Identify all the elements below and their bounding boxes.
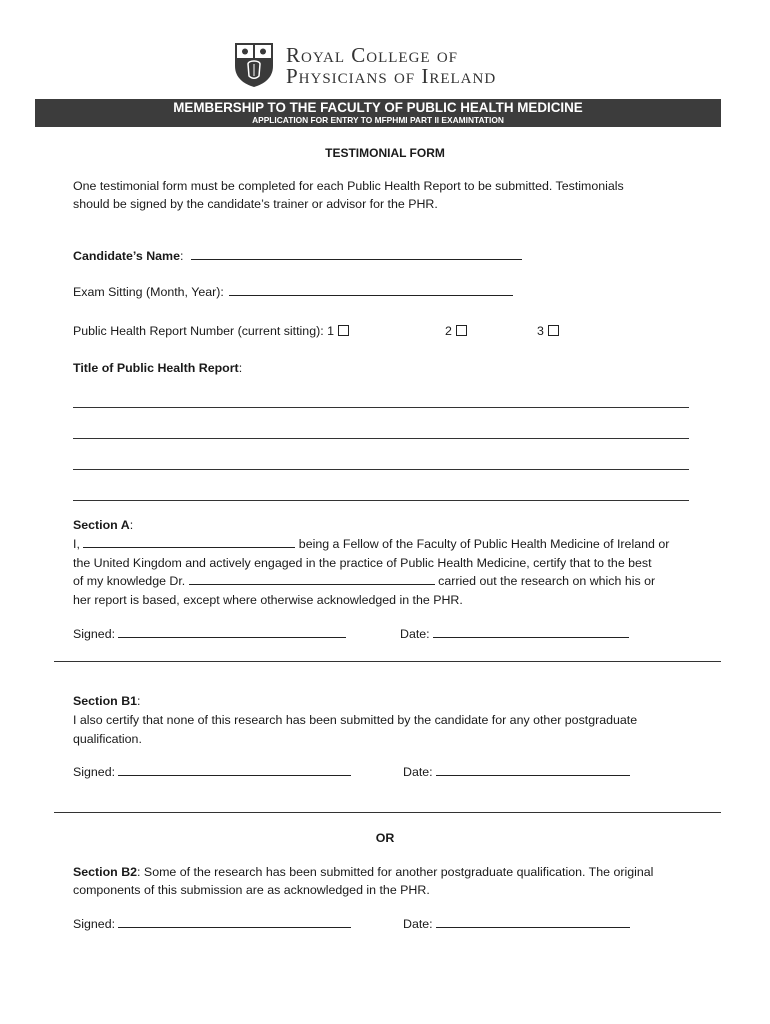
phr-title-line-3[interactable] [73,469,689,470]
section-a-date-row [400,625,629,643]
exam-sitting-label: Exam Sitting (Month, Year): [73,285,224,299]
candidate-name-label: Candidate’s Name [73,249,180,263]
phr-option-3-label: 3 [537,324,544,338]
exam-sitting-field[interactable] [229,283,513,296]
section-a-line-4: her report is based, except where otherwise acknowledged in the PHR. [73,593,463,607]
section-b1-signed-row [73,763,351,781]
org-name-line1: Royal College of [286,43,459,67]
section-b1-signature-field[interactable] [118,763,351,776]
phr-checkbox-1[interactable] [338,325,349,336]
section-b2-line1-rest: : Some of the research has been submitted for another postgraduate qualification. The original [137,865,654,879]
section-b2-date-label: Date: [403,917,433,931]
section-a-signature-field[interactable] [118,625,346,638]
section-a-line3-end: carried out the research on which his or [438,574,656,588]
section-a-date-field[interactable] [433,625,629,638]
section-b2-heading: Section B2 [73,865,138,879]
section-a-i: I, [73,537,80,551]
section-b2-signed-label: Signed: [73,917,116,931]
section-b2-signature-field[interactable] [118,915,351,928]
divider-1 [54,661,721,662]
banner-subtitle: APPLICATION FOR ENTRY TO MFPHMI PART II EXAMINTATION [252,115,504,125]
section-b2-signed-row [73,915,351,933]
phr-title-line-2[interactable] [73,438,689,439]
phr-title-line-4[interactable] [73,500,689,501]
candidate-name-row: Candidate’s Name: [73,247,522,265]
doctor-name-field[interactable] [189,572,435,585]
phr-checkbox-2[interactable] [456,325,467,336]
section-b2-date-field[interactable] [436,915,630,928]
section-b1-line-1: I also certify that none of this research has been submitted by the candidate for any other postgraduate [73,713,638,727]
fellow-name-field[interactable] [83,535,295,548]
section-b2-line-1 [73,863,653,881]
section-a-heading: Section A [73,518,130,532]
divider-2 [54,812,721,813]
section-a-heading-row: Section A: [73,518,134,532]
phr-number-label: Public Health Report Number (current sitting): 1 [73,324,334,338]
section-b1-heading-row: Section B1: [73,694,141,708]
section-a-signed-row [73,625,346,643]
section-b1-date-field[interactable] [436,763,630,776]
section-a-signed-label: Signed: [73,627,116,641]
phr-option-2 [445,322,467,340]
phr-option-2-label: 2 [445,324,452,338]
section-b1-line-2: qualification. [73,732,142,746]
phr-title-line-1[interactable] [73,407,689,408]
org-name-line2: Physicians of Ireland [286,64,497,88]
candidate-name-field[interactable] [191,247,522,260]
section-a-line-1 [73,535,669,553]
section-a-line1-end: being a Fellow of the Faculty of Public Health Medicine of Ireland or [298,537,670,551]
phr-checkbox-3[interactable] [548,325,559,336]
phr-option-3 [537,322,559,340]
banner-title: MEMBERSHIP TO THE FACULTY OF PUBLIC HEALTH MEDICINE [173,100,583,115]
form-title: TESTIMONIAL FORM [325,146,445,160]
phr-title-label: Title of Public Health Report [73,361,239,375]
header-banner [35,99,721,127]
intro-line-2: should be signed by the candidate’s trainer or advisor for the PHR. [73,197,438,211]
section-b1-date-label: Date: [403,765,433,779]
college-crest-icon [234,42,274,88]
section-a-date-label: Date: [400,627,430,641]
phr-title-row: Title of Public Health Report: [73,361,243,375]
section-b2-date-row [403,915,630,933]
intro-line-1: One testimonial form must be completed for each Public Health Report to be submitted. Testimonials [73,179,624,193]
section-b1-signed-label: Signed: [73,765,116,779]
phr-number-label-row [73,322,349,340]
section-b2-line-2: components of this submission are as acknowledged in the PHR. [73,883,430,897]
exam-sitting-row [73,283,513,301]
section-b1-heading: Section B1 [73,694,138,708]
section-a-line-2: the United Kingdom and actively engaged in the practice of Public Health Medicine, certify that to the best [73,556,652,570]
section-a-dr: of my knowledge Dr. [73,574,186,588]
section-b1-date-row [403,763,630,781]
or-text: OR [375,831,395,845]
section-a-line-3 [73,572,655,590]
